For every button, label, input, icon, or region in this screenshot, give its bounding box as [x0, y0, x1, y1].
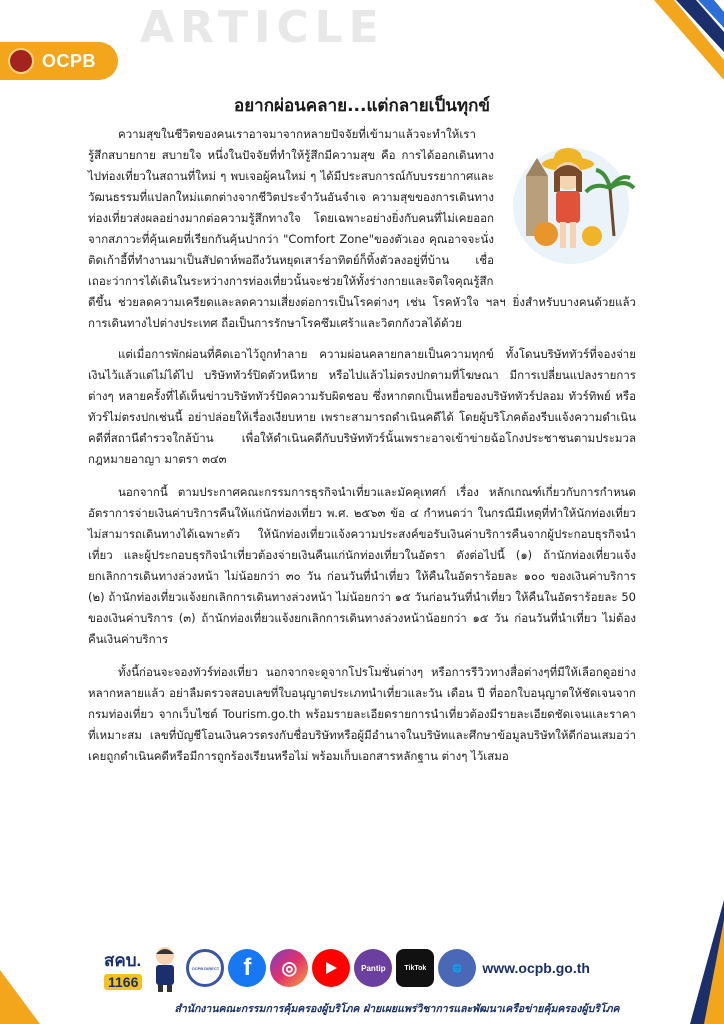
- article-paragraph-2: แต่เมื่อการพักผ่อนที่คิดเอาไว้ถูกทำลาย ความผ่อนคลายกลายเป็นความทุกข์ ทั้งโดนบริษัททัวร์ที่จองจ่ายเงินไว้แล้วแต่ไม่ได้ไป บริษัททัวร์ปิดตัวหนีหาย หรือไปแล้วไม่ตรงปกตามที่โฆษณา มีการเปลี่ยนแปลงรายการต่างๆ หลายครั้งที่ได้เห็นข่าวบริษัททัวร์ปัดความรับผิดชอบ ซึ่งหากตกเป็นเหยื่อของบริษัททัวร์ปลอม ทัวร์ทิพย์ หรือทัวร์ไม่ตรงปกเช่นนี้ อย่าปล่อยให้เรื่องเงียบหาย เพราะสามารถดำเนินคดีได้ โดยผู้บริโภคต้องรีบแจ้งความดำเนินคดีที่สถานีตำรวจใกล้บ้าน เพื่อให้ดำเนินคดีกับบริษัททัวร์นั้นเพราะอาจเข้าข่ายฉ้อโกงประชาชนตามประมวลกฎหมายอาญา มาตรา ๓๔๓: [88, 347, 636, 466]
- hotline-name: สคบ.: [104, 950, 142, 970]
- tiktok-label: TikTok: [404, 964, 427, 972]
- ocpb-direct-icon[interactable]: [186, 949, 224, 987]
- contact-bar: [104, 940, 684, 996]
- youtube-icon[interactable]: [312, 949, 350, 987]
- ocpb-logo-text: OCPB: [42, 50, 97, 71]
- ocpb-seal-icon: [8, 48, 34, 74]
- mascot-icon: [148, 944, 182, 992]
- article-title: อยากผ่อนคลาย...แต่กลายเป็นทุกข์: [233, 96, 491, 116]
- paragraph-text: ความสุขในชีวิตของคนเราอาจมาจากหลายปัจจัยที่เข้ามาแล้วจะทำให้เรารู้สึกสบายกาย สบายใจ หนึ่งในปัจจัยที่ทำให้รู้สึกมีความสุข คือ การได้ออกเดินทางไปท่องเที่ยวในสถานที่ใหม่ ๆ พบเจอผู้คนใหม่ ๆ ได้มีประสบการณ์กับบรรยากาศและวัฒนธรรมที่แปลกใหม่แตกต่างจากชีวิตประจำวันอันจำเจ ความสุขของการเดินทางท่องเที่ยวส่งผลอย่างมากต่อความรู้สึกทางใจ โดยเฉพาะอย่างยิ่งกับคนที่ไม่เคยออกจากสภาวะที่คุ้นเคยที่เรียกกันคุ้นปากว่า "Comfort Zone"ของตัวเอง คุณอาจจะนั่งติดเก้าอี้ที่ทำงานมาเป็นสัปดาห์พอถึงวันหยุดเสาร์อาทิตย์ก็ทิ้งตัวลงอยู่ที่บ้าน เชื่อเถอะว่าการได้เดินในระหว่างการท่องเที่ยวนั้นจะช่วยให้ทั้งร่างกายและจิตใจคุณรู้สึกดีขึ้น ช่วยลดความเครียดและลดความเสี่ยงต่อการเป็นโรคต่างๆ เช่น โรคหัวใจ ฯลฯ ยิ่งสำหรับบางคนด้วยแล้วการเดินทางไปต่างประเทศ ถือเป็นการรักษาโรคซึมเศร้าและวิตกกังวลได้ด้วย: [88, 127, 636, 330]
- website-link[interactable]: www.ocpb.go.th: [482, 960, 590, 976]
- hotline-number: 1166: [104, 974, 142, 990]
- article-body: [88, 124, 636, 779]
- corner-stripes-top: [614, 0, 724, 80]
- ocpb-direct-label: OCPB DIRECT: [191, 965, 220, 971]
- instagram-icon[interactable]: ◎: [270, 949, 308, 987]
- article-watermark: ARTICLE: [140, 2, 385, 53]
- hotline-logo[interactable]: [104, 947, 142, 990]
- article-paragraph-3: นอกจากนี้ ตามประกาศคณะกรรมการธุรกิจนำเที่ยวและมัคคุเทศก์ เรื่อง หลักเกณฑ์เกี่ยวกับการกำหนดอัตราการจ่ายเงินค่าบริการคืนให้แก่นักท่องเที่ยว พ.ศ. ๒๕๖๓ ข้อ ๔ กำหนดว่า ในกรณีมีเหตุที่ทำให้นักท่องเที่ยวไม่สามารถเดินทางได้เฉพาะตัว ให้นักท่องเที่ยวแจ้งความประสงค์ขอรับเงินค่าบริการคืนจากผู้ประกอบธุรกิจนำเที่ยว และผู้ประกอบธุรกิจนำเที่ยวต้องจ่ายเงินคืนแก่นักท่องเที่ยวในอัตรา ดังต่อไปนี้ (๑) ถ้านักท่องเที่ยวแจ้งยกเลิกการเดินทางล่วงหน้า ไม่น้อยกว่า ๓๐ วัน ก่อนวันที่นำเที่ยว ให้คืนในอัตราร้อยละ ๑๐๐ ของเงินค่าบริการ (๒) ถ้านักท่องเที่ยวแจ้งยกเลิกการเดินทางล่วงหน้า ไม่น้อยกว่า ๑๕ วันก่อนวันที่นำเที่ยว ให้คืนในอัตราร้อยละ 50 ของเงินค่าบริการ (๓) ถ้านักท่องเที่ยวแจ้งยกเลิกการเดินทางล่วงหน้าน้อยกว่า ๑๕ วัน ก่อนวันที่นำเที่ยว ไม่ต้องคืนเงินค่าบริการ: [88, 485, 636, 646]
- facebook-icon[interactable]: f: [228, 949, 266, 987]
- pantip-label: Pantip: [361, 963, 386, 973]
- pantip-icon[interactable]: [354, 949, 392, 987]
- globe-icon[interactable]: 🌐: [438, 949, 476, 987]
- article-paragraph-4: ทั้งนี้ก่อนจะจองทัวร์ท่องเที่ยว นอกจากจะดูจากโปรโมชั่นต่างๆ หรือการรีวิวทางสื่อต่างๆที่มีให้เลือกดูอย่างหลากหลายแล้ว อย่าลืมตรวจสอบเลขที่ใบอนุญาตประเภทนำเที่ยวและวัน เดือน ปี ที่ออกใบอนุญาตให้ชัดเจนจากกรมท่องเที่ยว จากเว็บไซต์ Tourism.go.th พร้อมรายละเอียดรายการนำเที่ยวต้องมีรายละเอียดชัดเจนและราคาที่เหมาะสม เลขที่บัญชีโอนเงินควรตรงกับชื่อบริษัทหรือผู้มีอำนาจในบริษัทและศึกษาข้อมูลบริษัทให้ดีก่อนเสมอว่าเคยถูกดำเนินคดีหรือมีการถูกร้องเรียนหรือไม่ พร้อมเก็บเอกสารหลักฐาน ต่างๆ ไว้เสมอ: [88, 665, 636, 763]
- tiktok-icon[interactable]: [396, 949, 434, 987]
- tourist-girl-illustration: [506, 136, 636, 266]
- agency-footer: สำนักงานคณะกรรมการคุ้มครองผู้บริโภค ฝ่ายเผยแพร่วิชาการและพัฒนาเครือข่ายคุ้มครองผู้บริโภค: [174, 1003, 620, 1015]
- article-paragraph-1: [88, 124, 636, 334]
- ocpb-logo: [0, 42, 118, 80]
